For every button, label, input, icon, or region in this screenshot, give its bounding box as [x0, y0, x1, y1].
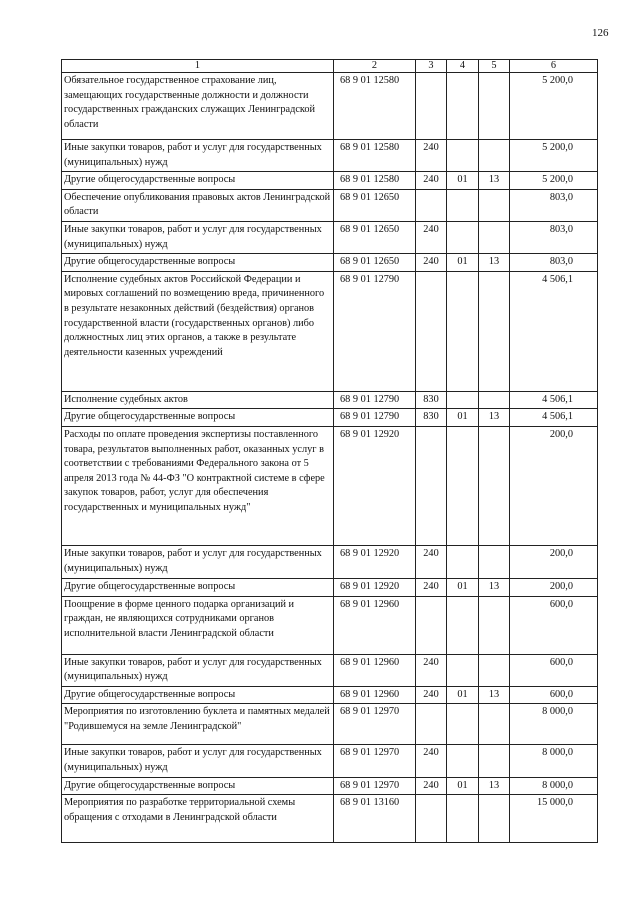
item-name-cell: Другие общегосударственные вопросы: [62, 254, 334, 272]
page-number: 126: [592, 27, 609, 39]
table-row: [62, 426, 598, 545]
target-code-cell: 68 9 01 12580: [334, 73, 416, 140]
item-name-cell: Другие общегосударственные вопросы: [62, 686, 334, 704]
expense-type-cell: [416, 596, 447, 654]
section-cell: 01: [447, 409, 479, 427]
target-code-cell: 68 9 01 12650: [334, 254, 416, 272]
item-name-cell: Другие общегосударственные вопросы: [62, 777, 334, 795]
amount-cell: 4 506,1: [510, 409, 598, 427]
expense-type-cell: 240: [416, 254, 447, 272]
target-code-cell: 68 9 01 12960: [334, 654, 416, 686]
expense-type-cell: [416, 426, 447, 545]
target-code-cell: 68 9 01 12920: [334, 545, 416, 578]
section-cell: 01: [447, 254, 479, 272]
budget-table: [61, 59, 598, 843]
column-header: 2: [334, 60, 416, 73]
target-code-cell: 68 9 01 12650: [334, 189, 416, 221]
item-name-cell: Иные закупки товаров, работ и услуг для государственных (муниципальных) нужд: [62, 654, 334, 686]
item-name-cell: Иные закупки товаров, работ и услуг для государственных (муниципальных) нужд: [62, 545, 334, 578]
amount-cell: 8 000,0: [510, 745, 598, 777]
target-code-cell: 68 9 01 12920: [334, 578, 416, 596]
item-name-cell: Иные закупки товаров, работ и услуг для государственных (муниципальных) нужд: [62, 140, 334, 172]
expense-type-cell: 830: [416, 409, 447, 427]
section-cell: 01: [447, 686, 479, 704]
subsection-cell: [479, 745, 510, 777]
target-code-cell: 68 9 01 13160: [334, 795, 416, 843]
amount-cell: 8 000,0: [510, 777, 598, 795]
section-cell: [447, 140, 479, 172]
target-code-cell: 68 9 01 12790: [334, 391, 416, 409]
subsection-cell: 13: [479, 172, 510, 190]
expense-type-cell: 240: [416, 654, 447, 686]
amount-cell: 600,0: [510, 596, 598, 654]
column-header: 1: [62, 60, 334, 73]
item-name-cell: Мероприятия по разработке территориальной схемы обращения с отходами в Ленинградской области: [62, 795, 334, 843]
target-code-cell: 68 9 01 12790: [334, 409, 416, 427]
section-cell: [447, 221, 479, 253]
subsection-cell: 13: [479, 578, 510, 596]
section-cell: [447, 73, 479, 140]
amount-cell: 5 200,0: [510, 73, 598, 140]
table-row: [62, 704, 598, 745]
section-cell: [447, 745, 479, 777]
target-code-cell: 68 9 01 12970: [334, 777, 416, 795]
table-row: [62, 777, 598, 795]
target-code-cell: 68 9 01 12960: [334, 596, 416, 654]
expense-type-cell: 240: [416, 172, 447, 190]
column-header: 6: [510, 60, 598, 73]
section-cell: 01: [447, 172, 479, 190]
table-row: [62, 189, 598, 221]
amount-cell: 200,0: [510, 578, 598, 596]
expense-type-cell: 240: [416, 745, 447, 777]
subsection-cell: [479, 704, 510, 745]
target-code-cell: 68 9 01 12650: [334, 221, 416, 253]
table-row: [62, 545, 598, 578]
target-code-cell: 68 9 01 12790: [334, 271, 416, 391]
subsection-cell: 13: [479, 777, 510, 795]
target-code-cell: 68 9 01 12970: [334, 745, 416, 777]
section-cell: [447, 704, 479, 745]
expense-type-cell: [416, 73, 447, 140]
expense-type-cell: [416, 271, 447, 391]
section-cell: [447, 426, 479, 545]
expense-type-cell: 240: [416, 221, 447, 253]
table-row: [62, 686, 598, 704]
amount-cell: 5 200,0: [510, 140, 598, 172]
expense-type-cell: [416, 704, 447, 745]
section-cell: [447, 795, 479, 843]
subsection-cell: [479, 545, 510, 578]
section-cell: [447, 596, 479, 654]
column-header: 4: [447, 60, 479, 73]
subsection-cell: [479, 189, 510, 221]
expense-type-cell: [416, 189, 447, 221]
subsection-cell: 13: [479, 409, 510, 427]
item-name-cell: Обеспечение опубликования правовых актов Ленинградской области: [62, 189, 334, 221]
subsection-cell: 13: [479, 686, 510, 704]
subsection-cell: [479, 271, 510, 391]
table-row: [62, 172, 598, 190]
item-name-cell: Обязательное государственное страхование лиц, замещающих государственные должности и должности государственных гражданских служащих Ленинградской области: [62, 73, 334, 140]
expense-type-cell: 240: [416, 578, 447, 596]
amount-cell: 600,0: [510, 686, 598, 704]
table-row: [62, 578, 598, 596]
item-name-cell: Исполнение судебных актов Российской Федерации и мировых соглашений по возмещению вреда, причиненного в результате незаконных действий (бездействия) органов государственной власти (государственных органов) либо должностных лиц этих органов, а также в результате деятельности казенных учреждений: [62, 271, 334, 391]
table-row: [62, 654, 598, 686]
amount-cell: 803,0: [510, 221, 598, 253]
target-code-cell: 68 9 01 12580: [334, 140, 416, 172]
subsection-cell: [479, 73, 510, 140]
item-name-cell: Другие общегосударственные вопросы: [62, 578, 334, 596]
section-cell: [447, 545, 479, 578]
amount-cell: 200,0: [510, 426, 598, 545]
amount-cell: 5 200,0: [510, 172, 598, 190]
item-name-cell: Другие общегосударственные вопросы: [62, 409, 334, 427]
amount-cell: 803,0: [510, 189, 598, 221]
expense-type-cell: 240: [416, 140, 447, 172]
expense-type-cell: 240: [416, 545, 447, 578]
subsection-cell: [479, 654, 510, 686]
amount-cell: 803,0: [510, 254, 598, 272]
table-row: [62, 254, 598, 272]
table-row: [62, 391, 598, 409]
item-name-cell: Иные закупки товаров, работ и услуг для государственных (муниципальных) нужд: [62, 745, 334, 777]
column-number-row: [62, 60, 598, 73]
amount-cell: 4 506,1: [510, 271, 598, 391]
column-header: 3: [416, 60, 447, 73]
section-cell: [447, 654, 479, 686]
expense-type-cell: 240: [416, 777, 447, 795]
target-code-cell: 68 9 01 12960: [334, 686, 416, 704]
table-row: [62, 140, 598, 172]
subsection-cell: [479, 221, 510, 253]
amount-cell: 15 000,0: [510, 795, 598, 843]
subsection-cell: [479, 795, 510, 843]
subsection-cell: [479, 426, 510, 545]
target-code-cell: 68 9 01 12580: [334, 172, 416, 190]
item-name-cell: Другие общегосударственные вопросы: [62, 172, 334, 190]
section-cell: 01: [447, 777, 479, 795]
amount-cell: 4 506,1: [510, 391, 598, 409]
subsection-cell: [479, 140, 510, 172]
section-cell: [447, 391, 479, 409]
table-row: [62, 409, 598, 427]
table-row: [62, 73, 598, 140]
table-row: [62, 221, 598, 253]
amount-cell: 200,0: [510, 545, 598, 578]
table-row: [62, 745, 598, 777]
subsection-cell: [479, 391, 510, 409]
table-row: [62, 596, 598, 654]
subsection-cell: 13: [479, 254, 510, 272]
item-name-cell: Исполнение судебных актов: [62, 391, 334, 409]
expense-type-cell: 830: [416, 391, 447, 409]
item-name-cell: Иные закупки товаров, работ и услуг для государственных (муниципальных) нужд: [62, 221, 334, 253]
subsection-cell: [479, 596, 510, 654]
target-code-cell: 68 9 01 12920: [334, 426, 416, 545]
expense-type-cell: 240: [416, 686, 447, 704]
item-name-cell: Расходы по оплате проведения экспертизы поставленного товара, результатов выполненных работ, оказанных услуг в соответствии с требованиями Федерального закона от 5 апреля 2013 года № 44-ФЗ "О контрактной системе в сфере закупок товаров, работ, услуг для обеспечения государственных и муниципальных нужд": [62, 426, 334, 545]
table-row: [62, 795, 598, 843]
section-cell: 01: [447, 578, 479, 596]
expense-type-cell: [416, 795, 447, 843]
amount-cell: 8 000,0: [510, 704, 598, 745]
table-row: [62, 271, 598, 391]
column-header: 5: [479, 60, 510, 73]
target-code-cell: 68 9 01 12970: [334, 704, 416, 745]
section-cell: [447, 189, 479, 221]
amount-cell: 600,0: [510, 654, 598, 686]
item-name-cell: Поощрение в форме ценного подарка организаций и граждан, не являющихся сотрудниками органов исполнительной власти Ленинградской области: [62, 596, 334, 654]
section-cell: [447, 271, 479, 391]
item-name-cell: Мероприятия по изготовлению буклета и памятных медалей "Родившемуся на земле Ленинградской": [62, 704, 334, 745]
